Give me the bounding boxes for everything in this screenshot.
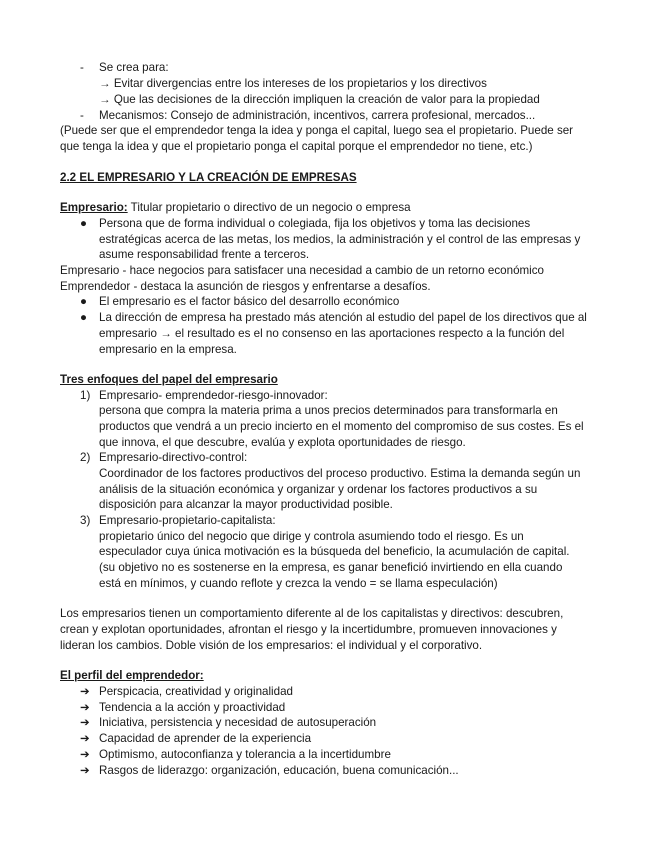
enfoque-line: está en mínimos, y cuando reflote y crezca la vendo = se llama especulación) xyxy=(99,577,498,590)
paragraph-line: Los empresarios tienen un comportamiento diferente al de los capitalistas y directivos: descubren, xyxy=(60,607,564,620)
paragraph-line: Emprendedor - destaca la asunción de riesgos y enfrentarse a desafíos. xyxy=(60,280,431,293)
definition-text: Titular propietario o directivo de un negocio o empresa xyxy=(130,201,411,214)
paragraph-line: lideran los cambios. Doble visión de los empresarios: el individual y el corporativo. xyxy=(60,639,483,652)
dash-marker: - xyxy=(80,109,84,122)
perfil-title: El perfil del emprendedor: xyxy=(60,669,204,682)
enfoque-line: análisis de la situación económica y organizar y ordenar los factores productivos a su xyxy=(99,483,538,496)
number-marker: 3) xyxy=(80,514,91,527)
enfoque-line: especulador cuya única motivación es la búsqueda del beneficio, la acumulación de capital. xyxy=(99,545,570,558)
intro-line: Mecanismos: Consejo de administración, incentivos, carrera profesional, mercados... xyxy=(99,109,536,122)
arrow-right-icon: ➔ xyxy=(80,763,90,777)
intro-subline: → Evitar divergencias entre los intereses de los propietarios y los directivos xyxy=(99,77,487,90)
enfoque-line: Coordinador de los factores productivos del proceso productivo. Estima la demanda según un xyxy=(99,467,581,480)
enfoque-line: (su objetivo no es sostenerse en la empresa, es ganar benefició invirtiendo en ella cuando xyxy=(99,561,563,574)
bullet-marker: ● xyxy=(80,295,88,308)
bullet-line: Persona que de forma individual o colegiada, fija los objetivos y toma las decisiones xyxy=(99,217,531,230)
intro-subline: → Que las decisiones de la dirección impliquen la creación de valor para la propiedad xyxy=(99,93,540,106)
section-title: 2.2 EL EMPRESARIO Y LA CREACIÓN DE EMPRESAS xyxy=(60,171,357,184)
intro-note: (Puede ser que el emprendedor tenga la idea y ponga el capital, luego sea el propietario. Puede ser xyxy=(60,124,574,137)
perfil-item: Rasgos de liderazgo: organización, educación, buena comunicación... xyxy=(99,763,459,777)
arrow-right-icon: ➔ xyxy=(80,716,90,730)
number-marker: 2) xyxy=(80,451,91,464)
dash-marker: - xyxy=(80,61,84,74)
definition-line xyxy=(60,200,411,216)
arrow-right-icon: ➔ xyxy=(80,732,90,746)
enfoque-line: disposición para alcanzar la mayor productividad posible. xyxy=(99,498,393,511)
arrow-right-icon: ➔ xyxy=(80,685,90,698)
bullet-marker: ● xyxy=(80,217,88,230)
bullet-line: asume responsabilidad frente a terceros. xyxy=(99,248,310,261)
enfoque-title: Empresario- emprendedor-riesgo-innovador: xyxy=(99,389,328,402)
arrow-right-icon: ➔ xyxy=(80,747,90,761)
enfoques-title: Tres enfoques del papel del empresario xyxy=(60,373,278,386)
bullet-line: El empresario es el factor básico del desarrollo económico xyxy=(99,295,400,308)
enfoque-line: propietario único del negocio que dirige y controla asumiendo todo el riesgo. Es un xyxy=(99,530,524,543)
paragraph-line: Empresario - hace negocios para satisfacer una necesidad a cambio de un retorno económico xyxy=(60,264,544,277)
perfil-item: Optimismo, autoconfianza y tolerancia a la incertidumbre xyxy=(99,747,391,761)
number-marker: 1) xyxy=(80,389,91,402)
enfoque-line: que innova, el que descubre, evalúa y explota oportunidades de riesgo. xyxy=(99,436,466,449)
bullet-line: empresario en la empresa. xyxy=(99,343,237,356)
enfoque-title: Empresario-propietario-capitalista: xyxy=(99,514,276,527)
perfil-item: Iniciativa, persistencia y necesidad de autosuperación xyxy=(99,716,377,730)
paragraph-line: crean y explotan oportunidades, afrontan el riesgo y la incertidumbre, promueven innovaciones y xyxy=(60,623,557,636)
term-label: Empresario: xyxy=(60,201,128,214)
intro-note: que tenga la idea y que el propietario ponga el capital porque el emprendedor no tiene, etc.) xyxy=(60,140,533,153)
arrow-right-icon: ➔ xyxy=(80,700,90,714)
perfil-item: Tendencia a la acción y proactividad xyxy=(99,700,286,714)
perfil-item: Capacidad de aprender de la experiencia xyxy=(99,732,312,746)
enfoque-title: Empresario-directivo-control: xyxy=(99,451,248,464)
bullet-line: estratégicas acerca de las metas, los medios, la administración y el control de las empresas y xyxy=(99,233,581,246)
bullet-line: La dirección de empresa ha prestado más atención al estudio del papel de los directivos que al xyxy=(99,311,587,324)
intro-line: Se crea para: xyxy=(99,61,169,74)
bullet-line: empresario → el resultado es el no consenso en las aportaciones respecto a la función del xyxy=(99,327,565,340)
bullet-marker: ● xyxy=(80,311,88,324)
enfoque-line: persona que compra la materia prima a unos precios determinados para transformarla en xyxy=(99,404,558,417)
enfoque-line: productos que vendrá a un precio incierto en el momento del compromiso de sus costes. Es el xyxy=(99,420,584,433)
perfil-item: Perspicacia, creatividad y originalidad xyxy=(99,685,293,698)
